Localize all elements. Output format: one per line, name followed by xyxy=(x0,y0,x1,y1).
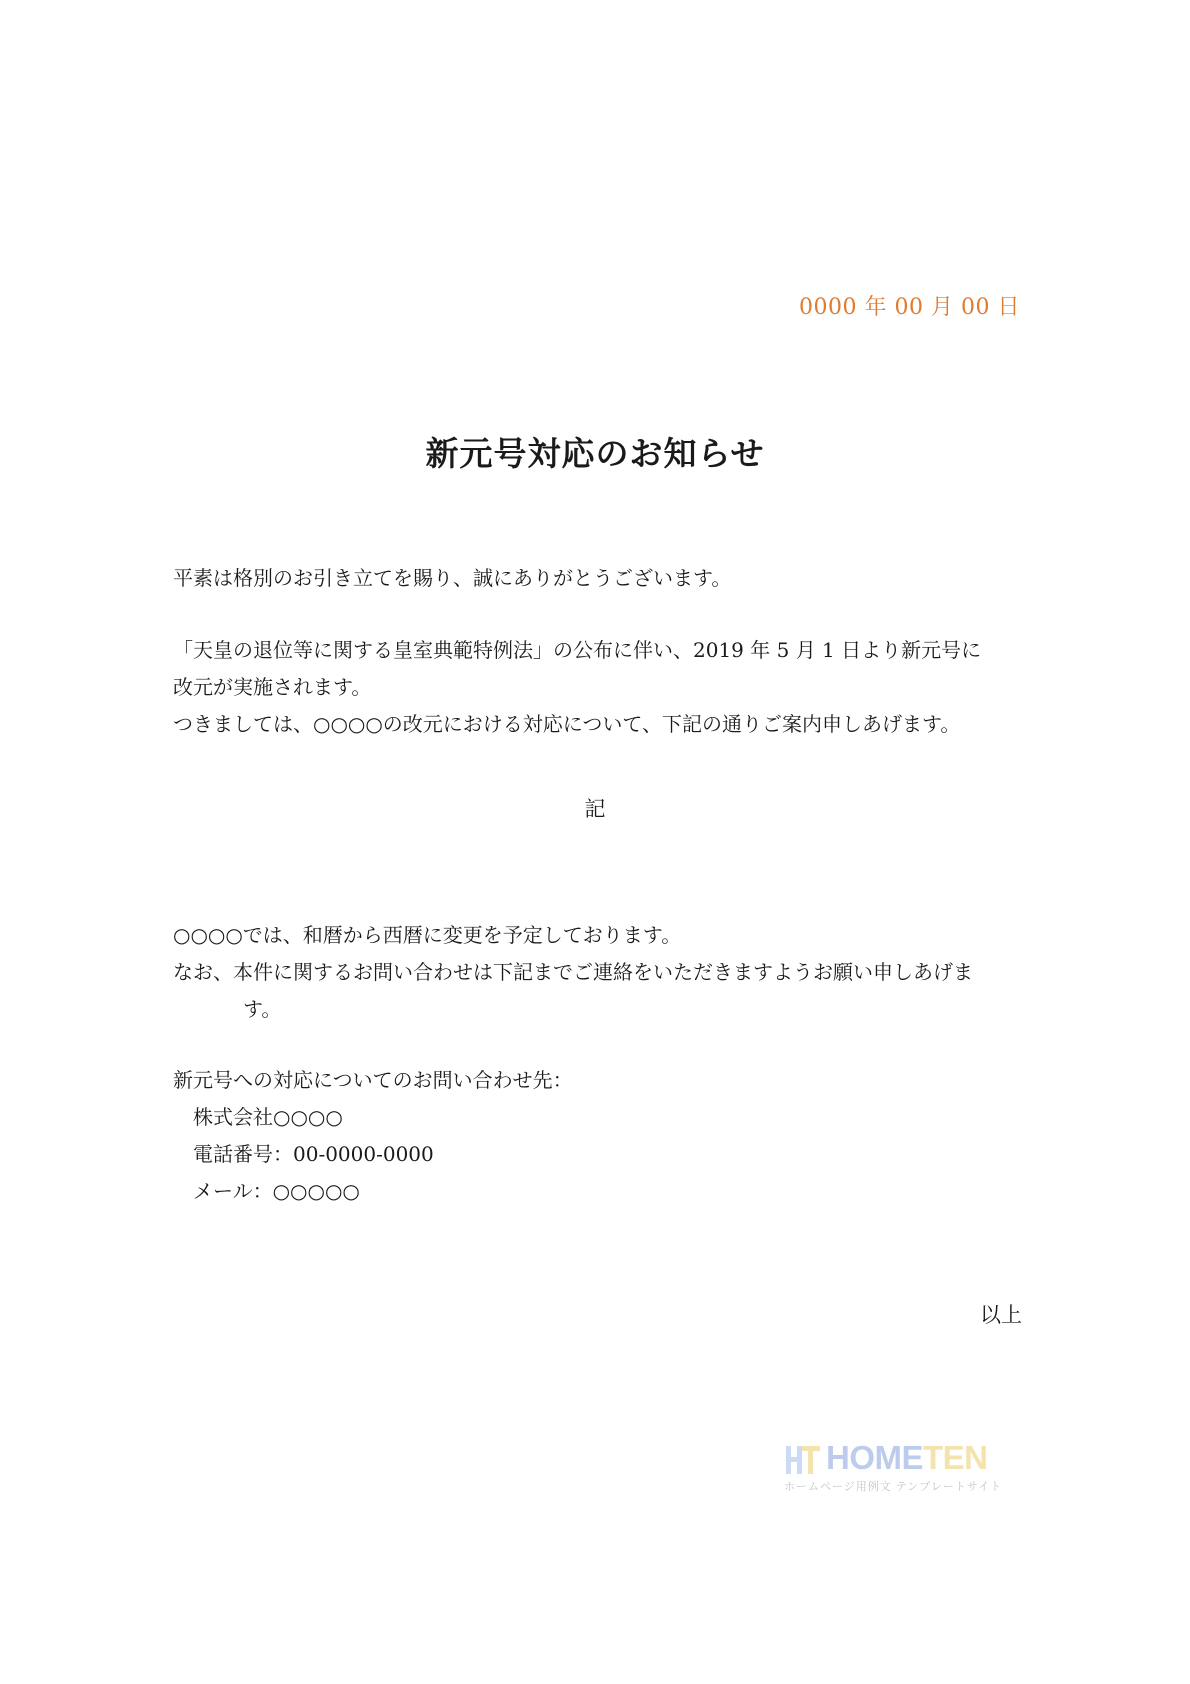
contact-block xyxy=(173,1062,1033,1210)
intro-line-2: 改元が実施されます。 xyxy=(173,675,372,699)
watermark-brand xyxy=(826,1440,988,1476)
intro-paragraph xyxy=(173,632,1033,743)
watermark-brand-home: HOME xyxy=(826,1439,923,1476)
document-date: 0000 年 00 月 00 日 xyxy=(799,295,1020,320)
contact-email: メール：○○○○○ xyxy=(193,1179,360,1203)
greeting-text: 平素は格別のお引き立てを賜り、誠にありがとうございます。 xyxy=(173,566,732,590)
details-paragraph xyxy=(173,917,1033,1028)
details-line-1: ○○○○では、和暦から西暦に変更を予定しております。 xyxy=(173,923,682,947)
hometen-logo-icon xyxy=(784,1440,822,1476)
closing-text: 以上 xyxy=(980,1303,1022,1327)
contact-heading: 新元号への対応についてのお問い合わせ先： xyxy=(173,1068,573,1092)
contact-company: 株式会社○○○○ xyxy=(193,1105,343,1129)
intro-line-3: つきましては、○○○○の改元における対応について、下記の通りご案内申しあげます。 xyxy=(173,712,961,736)
details-line-2: なお、本件に関するお問い合わせは下記までご連絡をいただきますようお願い申しあげま xyxy=(173,960,973,984)
watermark-logo xyxy=(784,1440,1014,1502)
intro-line-1: 「天皇の退位等に関する皇室典範特例法」の公布に伴い、2019 年 5 月 1 日より新元号に xyxy=(173,638,982,662)
details-line-3: す。 xyxy=(243,997,282,1021)
watermark-brand-ten: TEN xyxy=(923,1439,988,1476)
contact-phone: 電話番号：00-0000-0000 xyxy=(193,1142,434,1166)
watermark-tagline: ホームページ用例文 テンプレートサイト xyxy=(784,1481,1003,1493)
document-title: 新元号対応のお知らせ xyxy=(425,434,765,473)
ki-heading: 記 xyxy=(584,797,606,821)
